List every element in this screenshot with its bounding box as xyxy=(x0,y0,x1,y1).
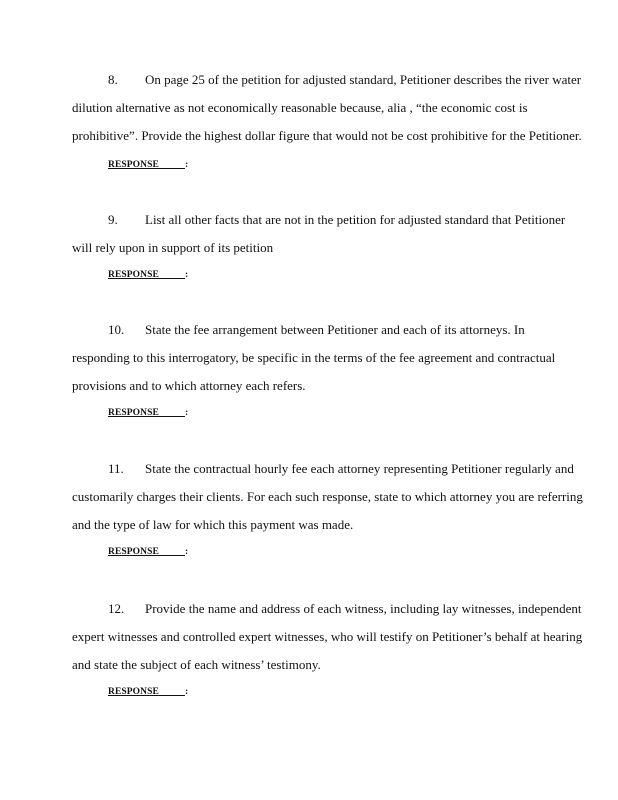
item-text-line: State the fee arrangement between Petitioner and each of its attorneys. In xyxy=(145,322,525,337)
item-text-line: responding to this interrogatory, be specific in the terms of the fee agreement and contractual xyxy=(72,350,556,365)
item-number: 12. xyxy=(108,601,125,616)
item-text-line: will rely upon in support of its petition xyxy=(72,240,274,255)
response-label: RESPONSE : xyxy=(108,547,189,557)
response-label: RESPONSE : xyxy=(108,687,189,697)
item-text-line: List all other facts that are not in the petition for adjusted standard that Petitioner xyxy=(145,212,566,227)
item-number: 11. xyxy=(108,461,124,476)
item-text-line: State the contractual hourly fee each attorney representing Petitioner regularly and xyxy=(145,461,574,476)
item-text-line: prohibitive”. Provide the highest dollar figure that would not be cost prohibitive for the Petitioner. xyxy=(72,128,582,143)
item-text-line: expert witnesses and controlled expert witnesses, who will testify on Petitioner’s behalf at hearing xyxy=(72,629,583,644)
item-text-line: dilution alternative as not economically reasonable because, alia , “the economic cost is xyxy=(72,100,528,115)
response-label: RESPONSE : xyxy=(108,408,189,418)
item-number: 9. xyxy=(108,212,118,227)
item-text-line: and state the subject of each witness’ testimony. xyxy=(72,657,321,672)
item-number: 10. xyxy=(108,322,125,337)
item-text-line: provisions and to which attorney each refers. xyxy=(72,378,306,393)
response-label: RESPONSE : xyxy=(108,270,189,280)
response-label: RESPONSE : xyxy=(108,160,189,170)
item-text-line: customarily charges their clients. For each such response, state to which attorney you are referring xyxy=(72,489,583,504)
item-text-line: and the type of law for which this payment was made. xyxy=(72,517,354,532)
item-text-line: Provide the name and address of each witness, including lay witnesses, independent xyxy=(145,601,582,616)
item-text-line: On page 25 of the petition for adjusted standard, Petitioner describes the river water xyxy=(145,72,582,87)
item-number: 8. xyxy=(108,72,118,87)
